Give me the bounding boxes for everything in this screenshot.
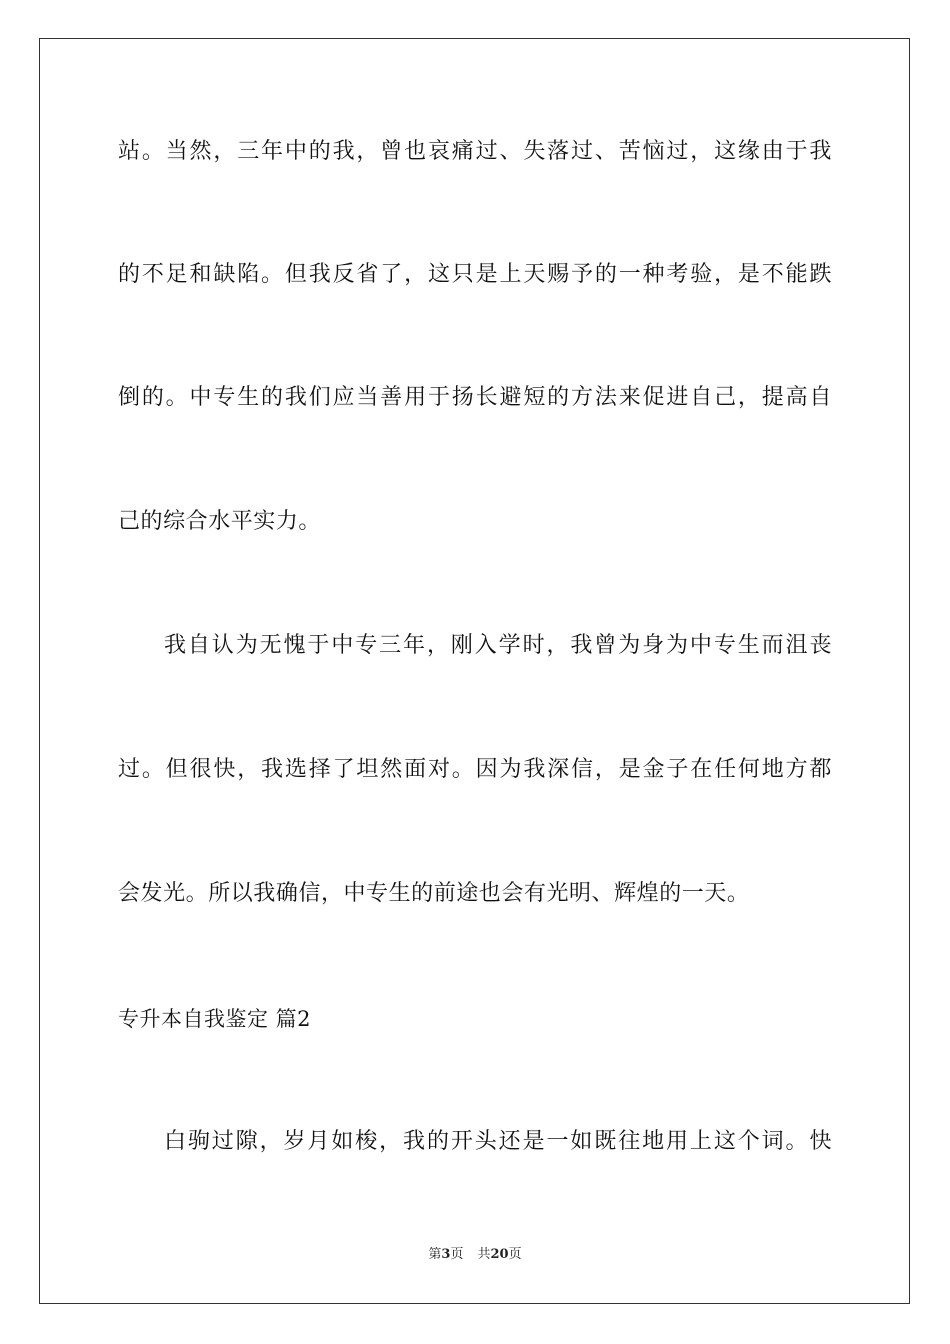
page-prefix: 第 — [428, 1247, 442, 1262]
total-pages: 20 — [490, 1247, 509, 1262]
paragraph-line: 己的综合水平实力。 — [118, 509, 321, 534]
paragraph-line: 的不足和缺陷。但我反省了，这只是上天赐予的一种考验，是不能跌 — [118, 262, 832, 287]
total-suffix: 页 — [508, 1247, 522, 1262]
page-number: 3 — [441, 1247, 451, 1262]
page-footer — [0, 1246, 950, 1264]
paragraph-line: 我自认为无愧于中专三年，刚入学时，我曾为身为中专生而沮丧 — [164, 633, 832, 658]
total-prefix: 共 — [477, 1247, 491, 1262]
page-border — [39, 38, 910, 1304]
paragraph-line: 白驹过隙，岁月如梭，我的开头还是一如既往地用上这个词。快 — [164, 1129, 832, 1154]
paragraph-line: 过。但很快，我选择了坦然面对。因为我深信，是金子在任何地方都 — [118, 757, 832, 782]
paragraph-line: 站。当然，三年中的我，曾也哀痛过、失落过、苦恼过，这缘由于我 — [118, 139, 832, 164]
page-suffix: 页 — [450, 1247, 464, 1262]
paragraph-line: 会发光。所以我确信，中专生的前途也会有光明、辉煌的一天。 — [118, 881, 750, 906]
section-heading: 专升本自我鉴定 篇2 — [118, 1007, 312, 1031]
paragraph-line: 倒的。中专生的我们应当善用于扬长避短的方法来促进自己，提高自 — [118, 385, 832, 410]
